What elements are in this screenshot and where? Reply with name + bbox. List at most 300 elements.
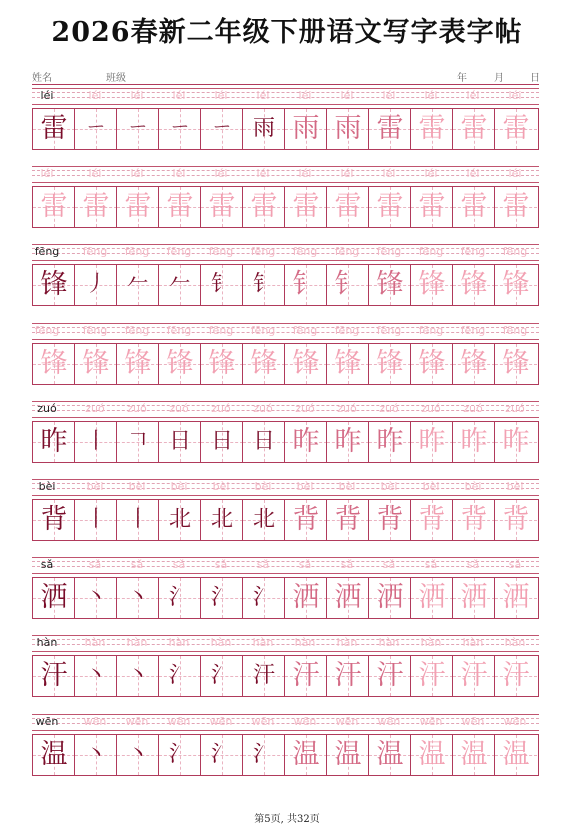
practice-character: 丨: [126, 507, 149, 532]
practice-character: 昨: [418, 425, 446, 457]
practice-character: 丿: [84, 272, 107, 298]
practice-character: 雷: [82, 191, 110, 223]
practice-character: 丨: [84, 428, 107, 454]
practice-character: 汗: [292, 660, 320, 692]
grid-cell: [453, 735, 495, 775]
grid-cell: [327, 109, 369, 149]
grid-cell: [243, 500, 285, 540]
grid-cell: [75, 422, 117, 462]
pinyin-row: [32, 479, 539, 495]
grid-cell: [327, 265, 369, 305]
pinyin-label: hàn: [252, 636, 274, 650]
pinyin-label: léi: [466, 167, 480, 181]
grid-cell: [201, 265, 243, 305]
grid-cell: [201, 500, 243, 540]
practice-character: 温: [460, 738, 488, 770]
practice-character: 𠂉: [126, 272, 149, 298]
practice-character: 北: [168, 507, 191, 532]
pinyin-label: fēng: [418, 323, 444, 337]
grid-cell: [33, 735, 75, 775]
pinyin-label: sǎ: [382, 558, 396, 572]
grid-cell: [453, 656, 495, 696]
grid-cell: [117, 109, 159, 149]
pinyin-label: zuó: [37, 401, 57, 415]
practice-row: [32, 323, 539, 393]
grid-cell: [285, 578, 327, 618]
grid-cell: [411, 656, 453, 696]
grid-cell: [201, 578, 243, 618]
practice-character: 锋: [250, 347, 278, 379]
pinyin-label: fēng: [502, 323, 528, 337]
pinyin-label: léi: [424, 167, 438, 181]
practice-character: 雷: [376, 113, 404, 144]
practice-character: 温: [418, 738, 446, 770]
practice-character: 背: [502, 504, 530, 535]
practice-character: 氵: [252, 585, 275, 611]
grid-cell: [327, 735, 369, 775]
grid-cell: [369, 656, 411, 696]
pinyin-label: léi: [214, 167, 228, 181]
model-character: 雷: [40, 191, 68, 223]
practice-character: 洒: [418, 582, 446, 614]
pinyin-label: hàn: [126, 636, 148, 650]
pinyin-label: zuó: [253, 401, 273, 415]
pinyin-label: fēng: [82, 323, 108, 337]
grid-cell: [285, 656, 327, 696]
practice-character: 昨: [334, 425, 362, 457]
grid-cell: [33, 187, 75, 227]
pinyin-label: bèi: [38, 480, 56, 493]
pinyin-label: sǎ: [172, 558, 186, 572]
grid-cell: [327, 187, 369, 227]
practice-character: 锋: [208, 347, 236, 379]
model-character: 锋: [40, 269, 68, 301]
practice-character: 北: [252, 507, 275, 532]
practice-character: 𠂉: [168, 272, 191, 298]
grid-cell: [201, 109, 243, 149]
pinyin-label: bèi: [254, 480, 272, 493]
practice-character: 洒: [376, 582, 404, 614]
grid-cell: [495, 735, 537, 775]
year-label: 年: [457, 73, 467, 84]
grid-cell: [243, 109, 285, 149]
page-footer: 第5页, 共32页: [254, 814, 320, 825]
pinyin-label: fēng: [166, 323, 192, 337]
practice-character: 锋: [82, 347, 110, 379]
grid-cell: [327, 344, 369, 384]
grid-cell: [159, 344, 201, 384]
practice-character: 背: [460, 504, 488, 535]
practice-character: 洒: [460, 582, 488, 614]
day-label: 日: [530, 73, 540, 84]
pinyin-label: léi: [172, 167, 186, 181]
pinyin-label: léi: [256, 89, 270, 102]
practice-character: 锋: [460, 269, 488, 301]
grid-cell: [243, 187, 285, 227]
grid-cell: [243, 422, 285, 462]
practice-character: 锋: [166, 347, 194, 379]
grid-cell: [453, 109, 495, 149]
grid-cell: [243, 344, 285, 384]
practice-character: ㄧ: [84, 116, 107, 141]
pinyin-label: léi: [40, 89, 54, 102]
grid-cell: [117, 187, 159, 227]
practice-character: 氵: [210, 741, 233, 767]
grid-cell: [75, 109, 117, 149]
pinyin-label: léi: [214, 89, 228, 102]
grid-cell: [411, 735, 453, 775]
practice-character: 汗: [376, 660, 404, 692]
practice-character: 雷: [250, 191, 278, 223]
pinyin-label: fēng: [376, 245, 402, 259]
grid-cell: [75, 187, 117, 227]
grid-cell: [117, 500, 159, 540]
tian-grid: [32, 186, 539, 228]
grid-cell: [285, 500, 327, 540]
pinyin-label: sǎ: [40, 558, 54, 572]
pinyin-label: wēn: [335, 714, 359, 728]
pinyin-label: léi: [130, 167, 144, 181]
pinyin-label: hàn: [84, 636, 106, 650]
practice-character: 丶: [126, 663, 149, 689]
pinyin-label: léi: [88, 167, 102, 181]
pinyin-label: zuó: [337, 401, 357, 415]
pinyin-label: zuó: [295, 401, 315, 415]
tian-grid: [32, 655, 539, 697]
practice-character: 背: [334, 504, 362, 535]
practice-character: 𠃍: [126, 428, 149, 454]
grid-cell: [243, 656, 285, 696]
model-character: 昨: [40, 425, 68, 457]
practice-character: 锋: [124, 347, 152, 379]
practice-character: 锋: [376, 347, 404, 379]
tian-grid: [32, 108, 539, 150]
practice-character: 雷: [124, 191, 152, 223]
grid-cell: [369, 500, 411, 540]
pinyin-label: wēn: [167, 714, 191, 728]
model-character: 汗: [40, 660, 68, 692]
practice-character: 氵: [210, 585, 233, 611]
pinyin-label: wēn: [503, 714, 527, 728]
pinyin-label: fēng: [334, 323, 360, 337]
grid-cell: [327, 422, 369, 462]
practice-character: 锋: [292, 347, 320, 379]
grid-cell: [33, 656, 75, 696]
pinyin-label: sǎ: [214, 558, 228, 572]
pinyin-label: zuó: [421, 401, 441, 415]
grid-cell: [369, 187, 411, 227]
pinyin-label: léi: [172, 89, 186, 102]
pinyin-label: léi: [340, 167, 354, 181]
practice-character: ㄧ: [210, 116, 233, 141]
grid-cell: [33, 578, 75, 618]
pinyin-label: bèi: [86, 480, 104, 493]
practice-character: 丶: [126, 741, 149, 767]
practice-character: 丨: [84, 507, 107, 532]
pinyin-label: fēng: [34, 245, 60, 259]
grid-cell: [201, 735, 243, 775]
grid-cell: [453, 578, 495, 618]
pinyin-label: wēn: [209, 714, 233, 728]
grid-cell: [243, 265, 285, 305]
pinyin-label: hàn: [210, 636, 232, 650]
practice-character: 雨: [252, 116, 275, 141]
pinyin-label: bèi: [380, 480, 398, 493]
grid-cell: [495, 422, 537, 462]
class-label: 班级: [106, 73, 126, 84]
pinyin-label: léi: [298, 167, 312, 181]
pinyin-label: fēng: [250, 323, 276, 337]
pinyin-row: [32, 166, 539, 182]
pinyin-label: fēng: [208, 323, 234, 337]
pinyin-label: fēng: [334, 245, 360, 259]
grid-cell: [411, 344, 453, 384]
grid-cell: [411, 265, 453, 305]
pinyin-label: wēn: [83, 714, 107, 728]
pinyin-label: léi: [508, 167, 522, 181]
pinyin-label: hàn: [420, 636, 442, 650]
practice-character: 雷: [502, 113, 530, 144]
grid-cell: [369, 422, 411, 462]
practice-character: 汗: [460, 660, 488, 692]
pinyin-label: fēng: [208, 245, 234, 259]
pinyin-row: [32, 557, 539, 573]
grid-cell: [369, 735, 411, 775]
pinyin-row: [32, 323, 539, 339]
grid-cell: [495, 265, 537, 305]
pinyin-label: wēn: [125, 714, 149, 728]
grid-cell: [453, 265, 495, 305]
practice-character: ㄧ: [126, 116, 149, 141]
practice-character: 钅: [252, 272, 275, 298]
grid-cell: [495, 578, 537, 618]
pinyin-label: bèi: [128, 480, 146, 493]
grid-cell: [411, 500, 453, 540]
name-label: 姓名: [32, 73, 52, 84]
grid-cell: [369, 578, 411, 618]
pinyin-label: hàn: [36, 636, 58, 650]
pinyin-label: bèi: [296, 480, 314, 493]
practice-character: 北: [210, 507, 233, 532]
pinyin-label: fēng: [166, 245, 192, 259]
practice-row: [32, 557, 539, 627]
header-divider: [32, 84, 539, 85]
pinyin-label: hàn: [336, 636, 358, 650]
pinyin-row: [32, 401, 539, 417]
practice-character: 雷: [418, 113, 446, 144]
pinyin-row: [32, 714, 539, 730]
practice-character: ㄧ: [168, 116, 191, 141]
practice-character: 雨: [334, 113, 362, 144]
practice-character: 丶: [84, 585, 107, 611]
practice-character: 雷: [502, 191, 530, 223]
grid-cell: [117, 422, 159, 462]
grid-cell: [159, 500, 201, 540]
pinyin-row: [32, 88, 539, 104]
pinyin-label: fēng: [34, 323, 60, 337]
tian-grid: [32, 343, 539, 385]
practice-character: 洒: [292, 582, 320, 614]
practice-row: [32, 635, 539, 705]
pinyin-label: wēn: [293, 714, 317, 728]
pinyin-label: fēng: [82, 245, 108, 259]
grid-cell: [117, 265, 159, 305]
practice-character: 氵: [168, 741, 191, 767]
grid-cell: [285, 422, 327, 462]
grid-cell: [285, 735, 327, 775]
practice-character: 氵: [168, 663, 191, 689]
pinyin-label: léi: [340, 89, 354, 102]
page-title: 2026春新二年级下册语文写字表字帖: [51, 17, 523, 48]
practice-character: 背: [292, 504, 320, 535]
practice-character: 昨: [502, 425, 530, 457]
pinyin-label: zuó: [169, 401, 189, 415]
model-character: 洒: [40, 582, 68, 614]
pinyin-label: fēng: [292, 323, 318, 337]
practice-character: 氵: [210, 663, 233, 689]
pinyin-label: léi: [130, 89, 144, 102]
practice-character: 雷: [208, 191, 236, 223]
pinyin-label: bèi: [506, 480, 524, 493]
practice-character: 温: [502, 738, 530, 770]
practice-character: 锋: [460, 347, 488, 379]
practice-character: 日: [168, 428, 191, 454]
practice-character: 锋: [334, 347, 362, 379]
grid-cell: [495, 500, 537, 540]
tian-grid: [32, 421, 539, 463]
pinyin-label: bèi: [422, 480, 440, 493]
pinyin-label: fēng: [124, 245, 150, 259]
pinyin-label: fēng: [376, 323, 402, 337]
pinyin-label: sǎ: [88, 558, 102, 572]
pinyin-label: sǎ: [298, 558, 312, 572]
grid-cell: [159, 422, 201, 462]
grid-cell: [369, 265, 411, 305]
grid-cell: [75, 578, 117, 618]
practice-character: 温: [376, 738, 404, 770]
grid-cell: [201, 422, 243, 462]
grid-cell: [201, 187, 243, 227]
grid-cell: [159, 578, 201, 618]
grid-cell: [33, 265, 75, 305]
grid-cell: [117, 656, 159, 696]
pinyin-label: bèi: [170, 480, 188, 493]
grid-cell: [285, 109, 327, 149]
pinyin-label: wēn: [419, 714, 443, 728]
grid-cell: [117, 578, 159, 618]
grid-cell: [285, 344, 327, 384]
grid-cell: [75, 500, 117, 540]
month-label: 月: [494, 73, 504, 84]
pinyin-label: léi: [466, 89, 480, 102]
practice-character: 钅: [210, 272, 233, 298]
grid-cell: [453, 500, 495, 540]
pinyin-label: zuó: [211, 401, 231, 415]
pinyin-label: sǎ: [340, 558, 354, 572]
pinyin-label: fēng: [250, 245, 276, 259]
practice-character: 丶: [84, 741, 107, 767]
tian-grid: [32, 264, 539, 306]
grid-cell: [201, 344, 243, 384]
grid-cell: [495, 187, 537, 227]
grid-cell: [327, 578, 369, 618]
practice-character: 雷: [166, 191, 194, 223]
pinyin-label: zuó: [463, 401, 483, 415]
grid-cell: [453, 187, 495, 227]
practice-row: [32, 166, 539, 236]
pinyin-label: léi: [382, 167, 396, 181]
pinyin-label: fēng: [292, 245, 318, 259]
practice-character: 雷: [418, 191, 446, 223]
pinyin-label: wēn: [35, 714, 59, 728]
practice-character: 锋: [502, 347, 530, 379]
pinyin-row: [32, 635, 539, 651]
grid-cell: [495, 344, 537, 384]
pinyin-label: fēng: [124, 323, 150, 337]
pinyin-row: [32, 244, 539, 260]
pinyin-label: léi: [88, 89, 102, 102]
tian-grid: [32, 734, 539, 776]
practice-character: 汗: [418, 660, 446, 692]
pinyin-label: zuó: [505, 401, 525, 415]
grid-cell: [117, 735, 159, 775]
practice-character: 日: [210, 428, 233, 454]
grid-cell: [117, 344, 159, 384]
grid-cell: [159, 187, 201, 227]
grid-cell: [33, 109, 75, 149]
practice-row: [32, 479, 539, 549]
pinyin-label: sǎ: [256, 558, 270, 572]
pinyin-label: hàn: [462, 636, 484, 650]
practice-character: 雷: [460, 113, 488, 144]
model-character: 锋: [40, 347, 68, 379]
grid-cell: [411, 578, 453, 618]
practice-character: 日: [252, 428, 275, 454]
grid-cell: [159, 735, 201, 775]
practice-character: 雷: [376, 191, 404, 223]
grid-cell: [75, 265, 117, 305]
grid-cell: [327, 500, 369, 540]
grid-cell: [33, 500, 75, 540]
pinyin-label: zuó: [379, 401, 399, 415]
practice-character: 背: [376, 504, 404, 535]
grid-cell: [75, 344, 117, 384]
grid-cell: [285, 187, 327, 227]
practice-character: 氵: [252, 741, 275, 767]
pinyin-label: léi: [40, 167, 54, 181]
pinyin-label: fēng: [460, 323, 486, 337]
grid-cell: [159, 265, 201, 305]
tian-grid: [32, 499, 539, 541]
grid-cell: [75, 735, 117, 775]
pinyin-label: sǎ: [508, 558, 522, 572]
grid-cell: [369, 344, 411, 384]
pinyin-label: léi: [508, 89, 522, 102]
grid-cell: [453, 344, 495, 384]
practice-character: 雨: [292, 113, 320, 144]
practice-character: 背: [418, 504, 446, 535]
pinyin-label: léi: [382, 89, 396, 102]
grid-cell: [243, 735, 285, 775]
pinyin-label: wēn: [251, 714, 275, 728]
practice-character: 雷: [292, 191, 320, 223]
grid-cell: [411, 187, 453, 227]
practice-character: 洒: [502, 582, 530, 614]
pinyin-label: léi: [298, 89, 312, 102]
pinyin-label: hàn: [294, 636, 316, 650]
pinyin-label: fēng: [502, 245, 528, 259]
practice-character: 雷: [460, 191, 488, 223]
